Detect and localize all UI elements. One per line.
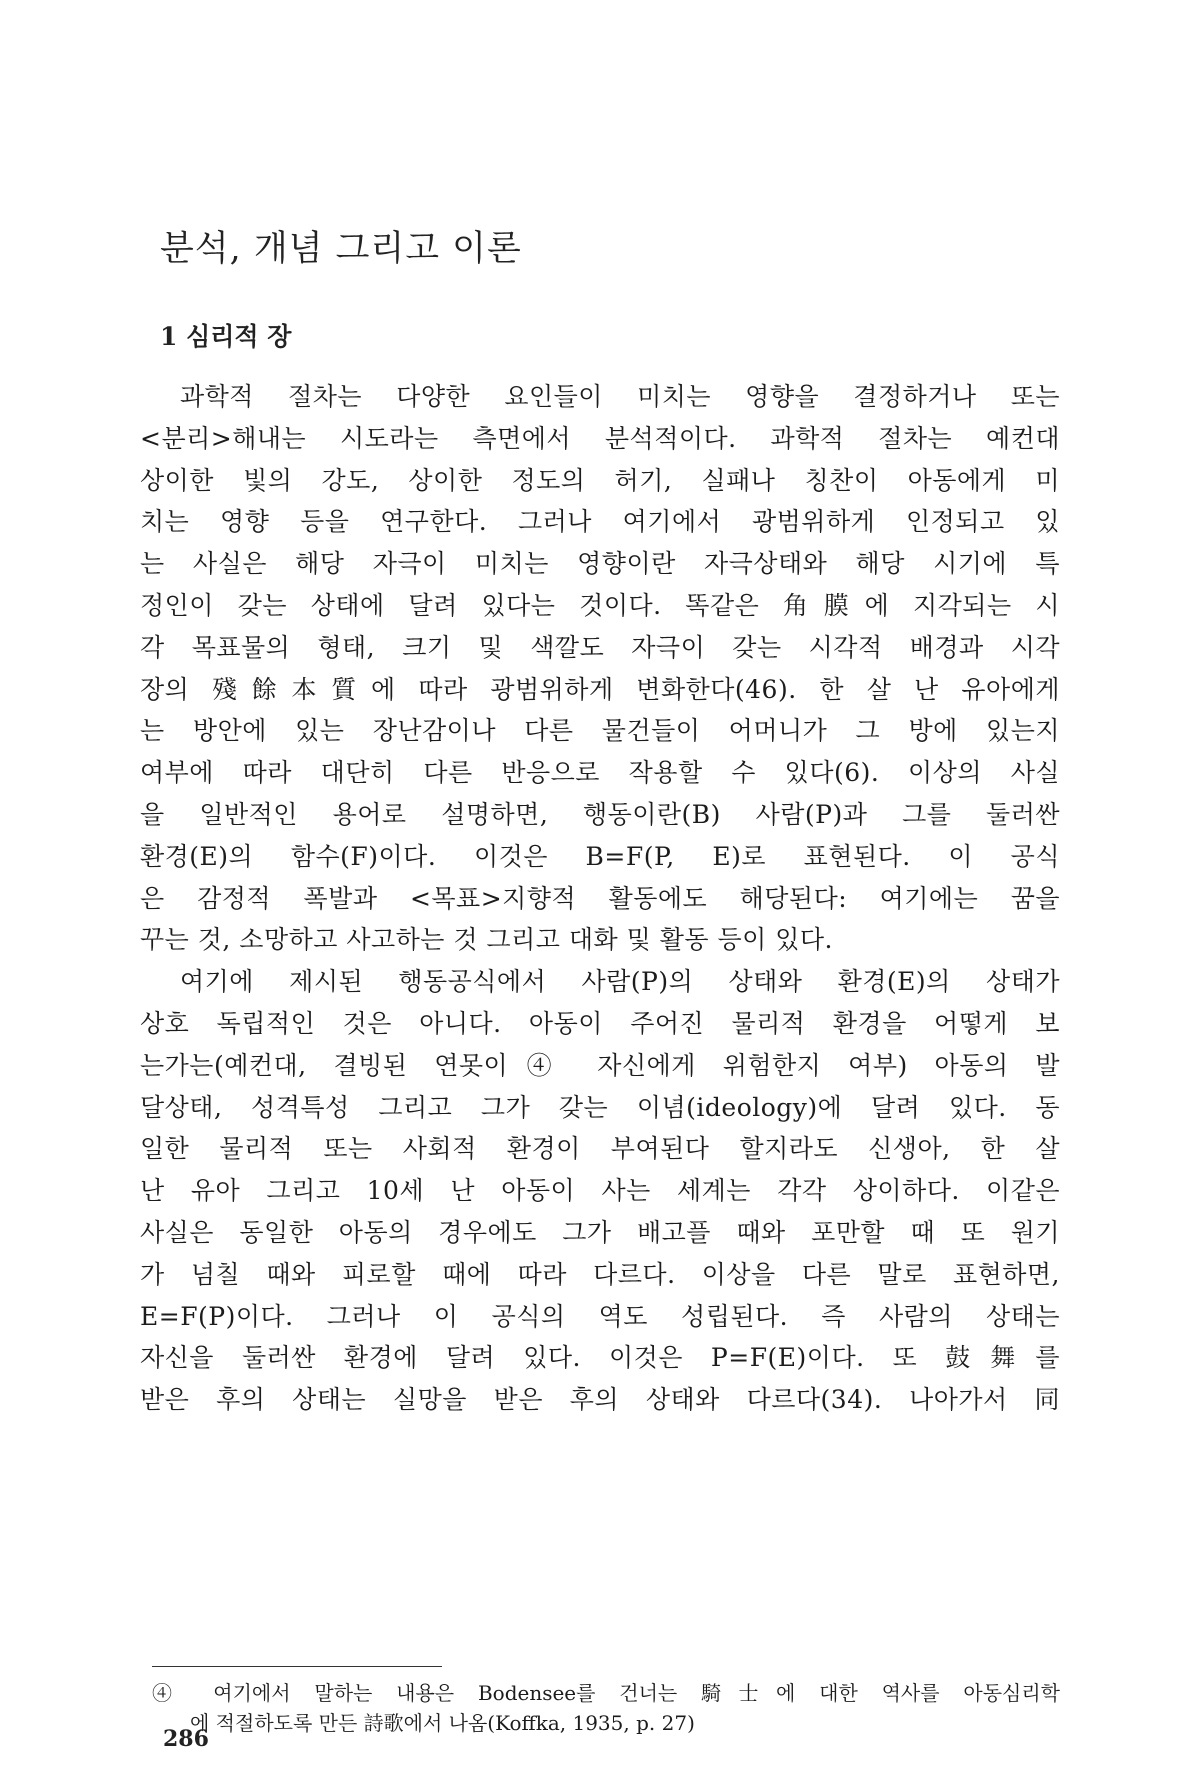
text-line: 치는 영향 등을 연구한다. 그러나 여기에서 광범위하게 인정되고 있 xyxy=(140,507,1060,537)
text-line: 자신을 둘러싼 환경에 달려 있다. 이것은 P=F(E)이다. 또 鼓舞를 xyxy=(140,1343,1060,1373)
text-line: E=F(P)이다. 그러나 이 공식의 역도 성립된다. 즉 사람의 상태는 xyxy=(140,1301,1060,1331)
text-line: 정인이 갖는 상태에 달려 있다는 것이다. 똑같은 角膜에 지각되는 시 xyxy=(140,590,1060,620)
text-line: 은 감정적 폭발과 <목표>지향적 활동에도 해당된다: 여기에는 꿈을 xyxy=(140,883,1060,913)
text-line: 사실은 동일한 아동의 경우에도 그가 배고플 때와 포만할 때 또 원기 xyxy=(140,1217,1060,1247)
text-line: 상호 독립적인 것은 아니다. 아동이 주어진 물리적 환경을 어떻게 보 xyxy=(140,1008,1060,1038)
text-line: 여부에 따라 대단히 다른 반응으로 작용할 수 있다(6). 이상의 사실 xyxy=(140,758,1060,788)
text-line: 장의 殘餘本質에 따라 광범위하게 변화한다(46). 한 살 난 유아에게 xyxy=(140,674,1060,704)
text-line: 환경(E)의 함수(F)이다. 이것은 B=F(P, E)로 표현된다. 이 공식 xyxy=(140,841,1060,871)
text-line: 가 넘칠 때와 피로할 때에 따라 다르다. 이상을 다른 말로 표현하면, xyxy=(140,1259,1060,1289)
text-line: 과학적 절차는 다양한 요인들이 미치는 영향을 결정하거나 또는 xyxy=(180,382,1060,411)
text-line: 일한 물리적 또는 사회적 환경이 부여된다 할지라도 신생아, 한 살 xyxy=(140,1134,1060,1164)
text-line: 각 목표물의 형태, 크기 및 색깔도 자극이 갖는 시각적 배경과 시각 xyxy=(140,632,1060,662)
text-line: 는가는(예컨대, 결빙된 연못이④ 자신에게 위험한지 여부) 아동의 발 xyxy=(140,1050,1060,1080)
footnote-divider xyxy=(152,1666,442,1667)
text-line: 는 사실은 해당 자극이 미치는 영향이란 자극상태와 해당 시기에 특 xyxy=(140,549,1060,579)
text-line: 상이한 빛의 강도, 상이한 정도의 허기, 실패나 칭찬이 아동에게 미 xyxy=(140,465,1060,495)
text-line: 달상태, 성격특성 그리고 그가 갖는 이념(ideology)에 달려 있다. 동 xyxy=(140,1092,1060,1122)
text-line: 꾸는 것, 소망하고 사고하는 것 그리고 대화 및 활동 등이 있다. xyxy=(140,925,833,955)
page-number: 286 xyxy=(163,1726,209,1752)
text-line: 난 유아 그리고 10세 난 아동이 사는 세계는 각각 상이하다. 이같은 xyxy=(140,1176,1060,1206)
footnotes xyxy=(152,1678,1060,1738)
text-line: 여기에 제시된 행동공식에서 사람(P)의 상태와 환경(E)의 상태가 xyxy=(180,967,1060,997)
chapter-title: 분석, 개념 그리고 이론 xyxy=(160,229,522,270)
text-line: <분리>해내는 시도라는 측면에서 분석적이다. 과학적 절차는 예컨대 xyxy=(140,423,1060,453)
text-line: 을 일반적인 용어로 설명하면, 행동이란(B) 사람(P)과 그를 둘러싼 xyxy=(140,799,1060,829)
text-line: 는 방안에 있는 장난감이나 다른 물건들이 어머니가 그 방에 있는지 xyxy=(140,716,1060,746)
body-text xyxy=(140,376,1060,1421)
footnote-line: ④ 여기에서 말하는 내용은 Bodensee를 건너는 騎士에 대한 역사를 아동심리학 xyxy=(152,1681,1060,1705)
footnote-line: 에 적절하도록 만든 詩歌에서 나옴(Koffka, 1935, p. 27) xyxy=(190,1711,695,1735)
text-line: 받은 후의 상태는 실망을 받은 후의 상태와 다르다(34). 나아가서 同 xyxy=(140,1385,1060,1415)
section-heading: 1 심리적 장 xyxy=(160,321,292,351)
